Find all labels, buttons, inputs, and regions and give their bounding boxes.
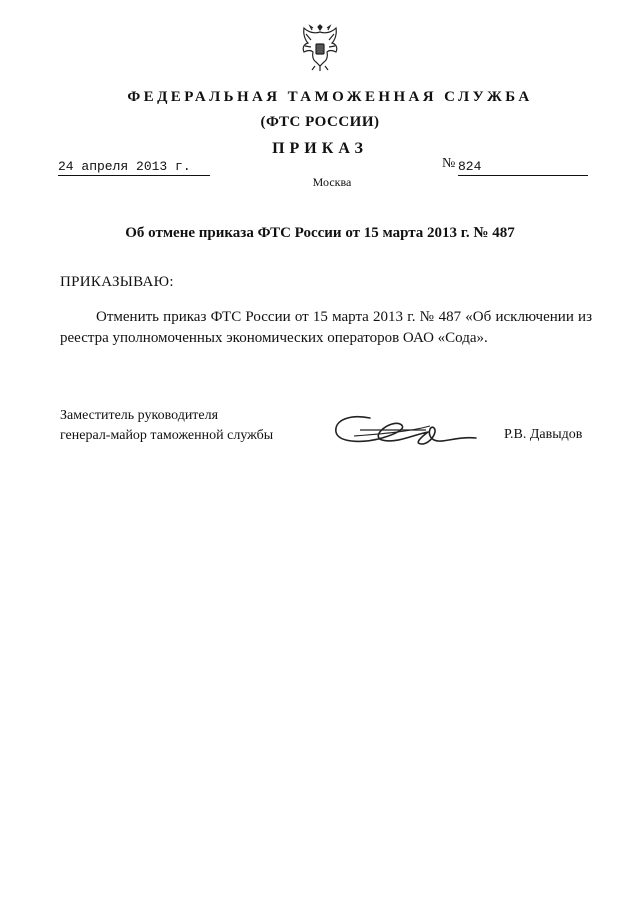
agency-abbreviation: (ФТС РОССИИ) — [260, 114, 380, 130]
order-word: ПРИКАЗЫВАЮ: — [60, 274, 174, 290]
order-date: 24 апреля 2013 г. — [58, 158, 210, 176]
document-type: ПРИКАЗ — [272, 140, 368, 157]
signatory-position-line-1: Заместитель руководителя — [60, 408, 219, 423]
order-number: 824 — [458, 158, 588, 176]
signatory-position-line-2: генерал-майор таможенной службы — [60, 428, 274, 443]
handwritten-signature — [330, 410, 480, 454]
agency-name: ФЕДЕРАЛЬНАЯ ТАМОЖЕННАЯ СЛУЖБА — [127, 89, 533, 105]
signatory-position — [60, 406, 273, 446]
issue-city: Москва — [312, 175, 352, 189]
number-label: № — [442, 156, 456, 171]
document-subject: Об отмене приказа ФТС России от 15 марта 2013 г. № 487 — [125, 225, 515, 241]
signatory-name: Р.В. Давыдов — [504, 427, 583, 442]
order-paragraph: Отменить приказ ФТС России от 15 марта 2013 г. № 487 «Об исключении из реестра уполномоченных экономических операторов ОАО «Сода». — [60, 309, 592, 346]
double-headed-eagle-emblem-icon — [298, 24, 342, 72]
